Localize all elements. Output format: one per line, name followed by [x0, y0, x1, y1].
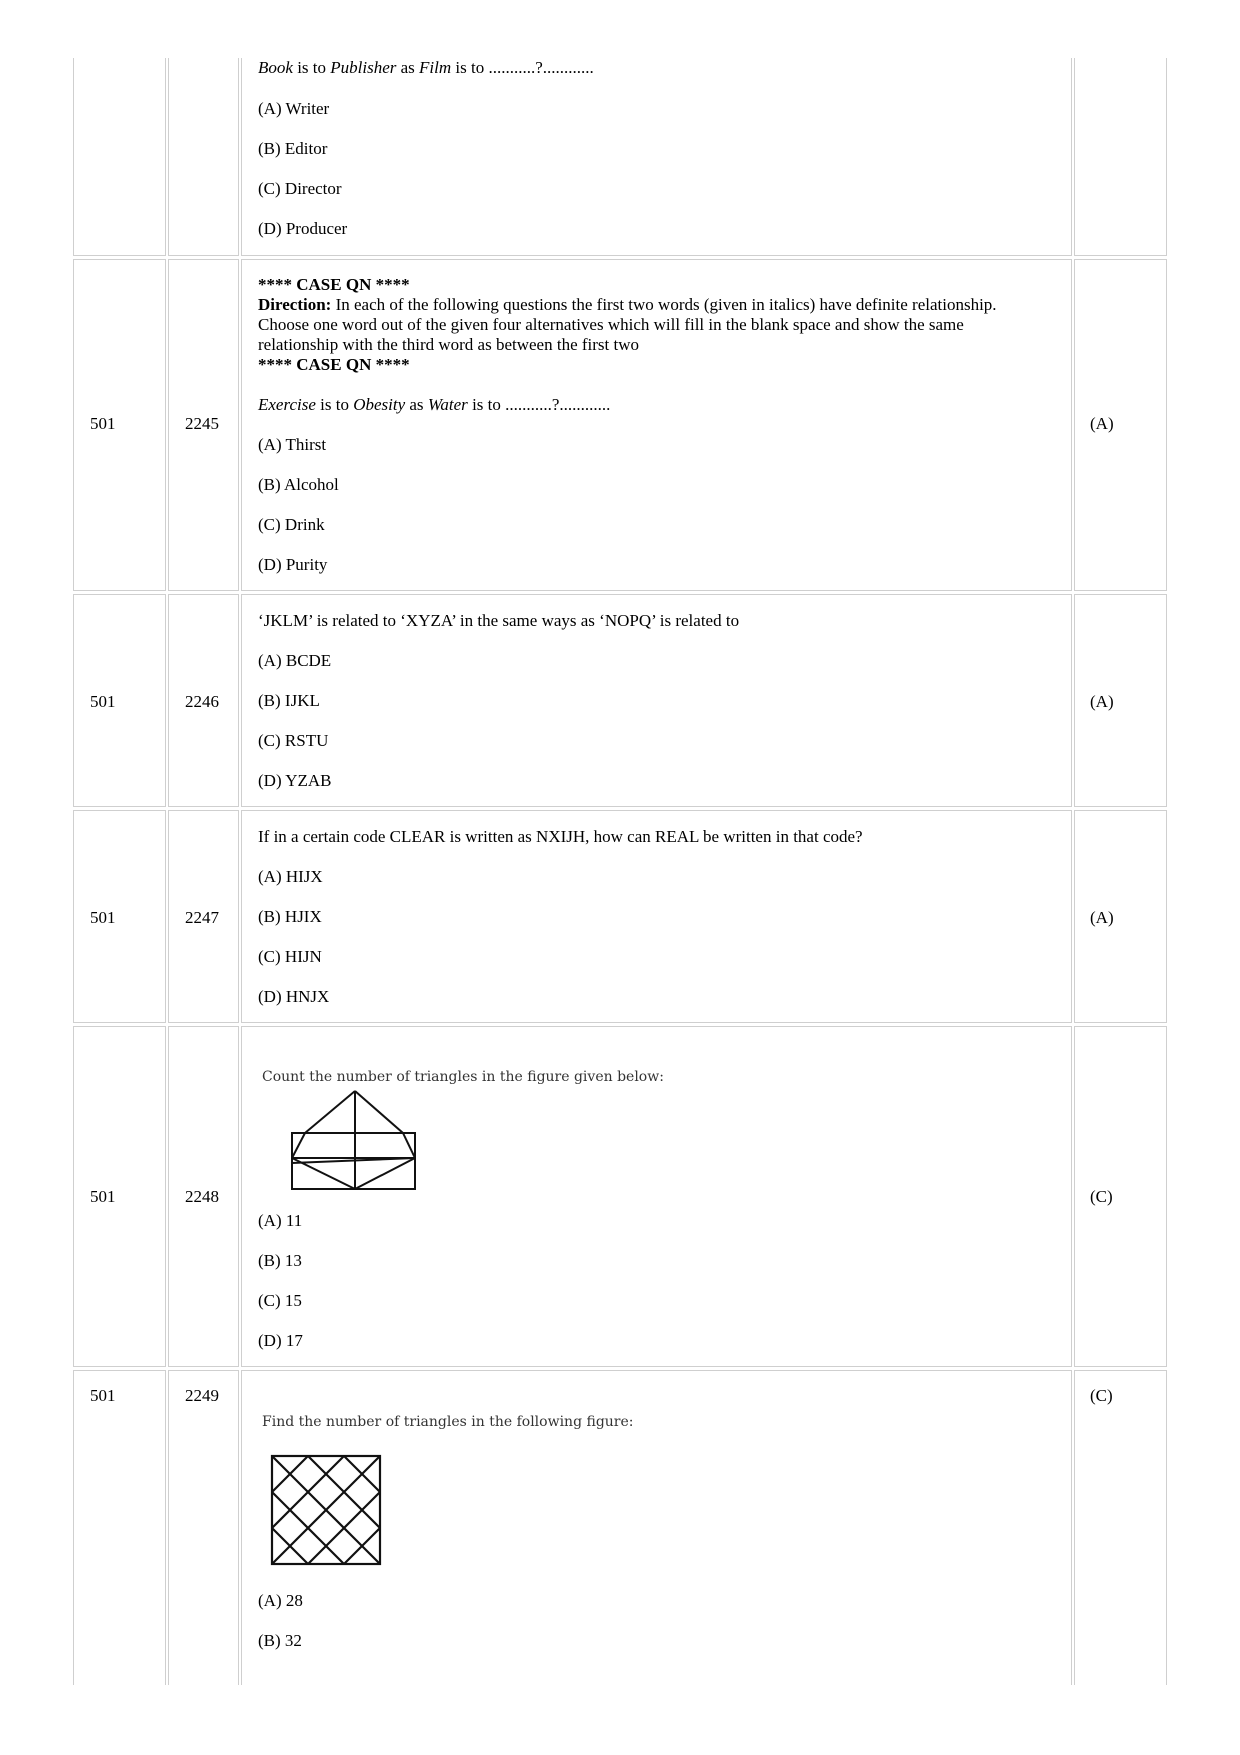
row3-option-b: (B) HJIX: [258, 907, 322, 926]
row2-answer: (A): [1090, 692, 1114, 711]
row1-option-d: (D) Purity: [258, 555, 328, 574]
row4-subject-code: 501: [90, 1187, 116, 1206]
row3-option-a: (A) HIJX: [258, 867, 323, 886]
row5-subject-code: 501: [90, 1386, 116, 1405]
row5-option-a: (A) 28: [258, 1591, 303, 1610]
row4-answer-cell: [1074, 1026, 1167, 1367]
row5-answer-cell: [1074, 1370, 1167, 1685]
row1-subject-cell: [73, 259, 166, 591]
row3-subject-cell: [73, 810, 166, 1023]
row3-question: If in a certain code CLEAR is written as NXIJH, how can REAL be written in that code?: [258, 827, 863, 846]
row0-subject-cell: [73, 58, 166, 256]
row1-option-a: (A) Thirst: [258, 435, 327, 454]
row1-answer: (A): [1090, 414, 1114, 433]
row2-option-b: (B) IJKL: [258, 691, 320, 710]
row4-figure-caption: Count the number of triangles in the figure given below:: [262, 1069, 664, 1085]
row2-question: ‘JKLM’ is related to ‘XYZA’ in the same ways as ‘NOPQ’ is related to: [258, 611, 740, 630]
row5-option-b: (B) 32: [258, 1631, 302, 1650]
row1-answer-cell: [1074, 259, 1167, 591]
case-marker-bottom: **** CASE QN ****: [258, 355, 410, 374]
row4-answer: (C): [1090, 1187, 1113, 1206]
row5-qno-cell: [168, 1370, 239, 1685]
row1-case-block: [258, 275, 1038, 375]
row0-option-b: (B) Editor: [258, 139, 328, 158]
row2-subject-cell: [73, 594, 166, 807]
row4-option-b: (B) 13: [258, 1251, 302, 1270]
row0-qno-cell: [168, 58, 239, 256]
row4-triangle-figure: [285, 1088, 423, 1196]
row1-option-c: (C) Drink: [258, 515, 325, 534]
row1-question-number: 2245: [185, 414, 219, 433]
row3-option-d: (D) HNJX: [258, 987, 330, 1006]
row3-option-c: (C) HIJN: [258, 947, 322, 966]
row0-answer-cell: [1074, 58, 1167, 256]
row4-option-a: (A) 11: [258, 1211, 303, 1230]
row1-option-b: (B) Alcohol: [258, 475, 339, 494]
row1-subject-code: 501: [90, 414, 116, 433]
row0-question: Book is to Publisher as Film is to ...........?............: [258, 58, 594, 77]
row1-question: Exercise is to Obesity as Water is to ...........?............: [258, 395, 611, 414]
direction-label: Direction:: [258, 295, 332, 314]
row5-lattice-figure: [268, 1452, 384, 1568]
row2-subject-code: 501: [90, 692, 116, 711]
row2-option-d: (D) YZAB: [258, 771, 332, 790]
row2-option-c: (C) RSTU: [258, 731, 329, 750]
row0-option-a: (A) Writer: [258, 99, 330, 118]
row3-answer-cell: [1074, 810, 1167, 1023]
row4-option-c: (C) 15: [258, 1291, 302, 1310]
row4-subject-cell: [73, 1026, 166, 1367]
direction-text: In each of the following questions the first two words (given in italics) have definite relationship. Choose one word out of the given four alternatives which will fill in the blank space and show the same relationship with the third word as between the first two: [258, 295, 997, 354]
row4-option-d: (D) 17: [258, 1331, 303, 1350]
row2-option-a: (A) BCDE: [258, 651, 332, 670]
row0-option-c: (C) Director: [258, 179, 342, 198]
row0-option-d: (D) Producer: [258, 219, 348, 238]
row0-question-cell: [241, 58, 1072, 256]
row3-answer: (A): [1090, 908, 1114, 927]
row3-subject-code: 501: [90, 908, 116, 927]
row5-answer: (C): [1090, 1386, 1113, 1405]
row5-subject-cell: [73, 1370, 166, 1685]
row4-question-number: 2248: [185, 1187, 219, 1206]
row5-figure-caption: Find the number of triangles in the following figure:: [262, 1414, 634, 1430]
row2-answer-cell: [1074, 594, 1167, 807]
case-marker-top: **** CASE QN ****: [258, 275, 410, 294]
row3-question-number: 2247: [185, 908, 219, 927]
row2-question-number: 2246: [185, 692, 219, 711]
row5-question-number: 2249: [185, 1386, 219, 1405]
